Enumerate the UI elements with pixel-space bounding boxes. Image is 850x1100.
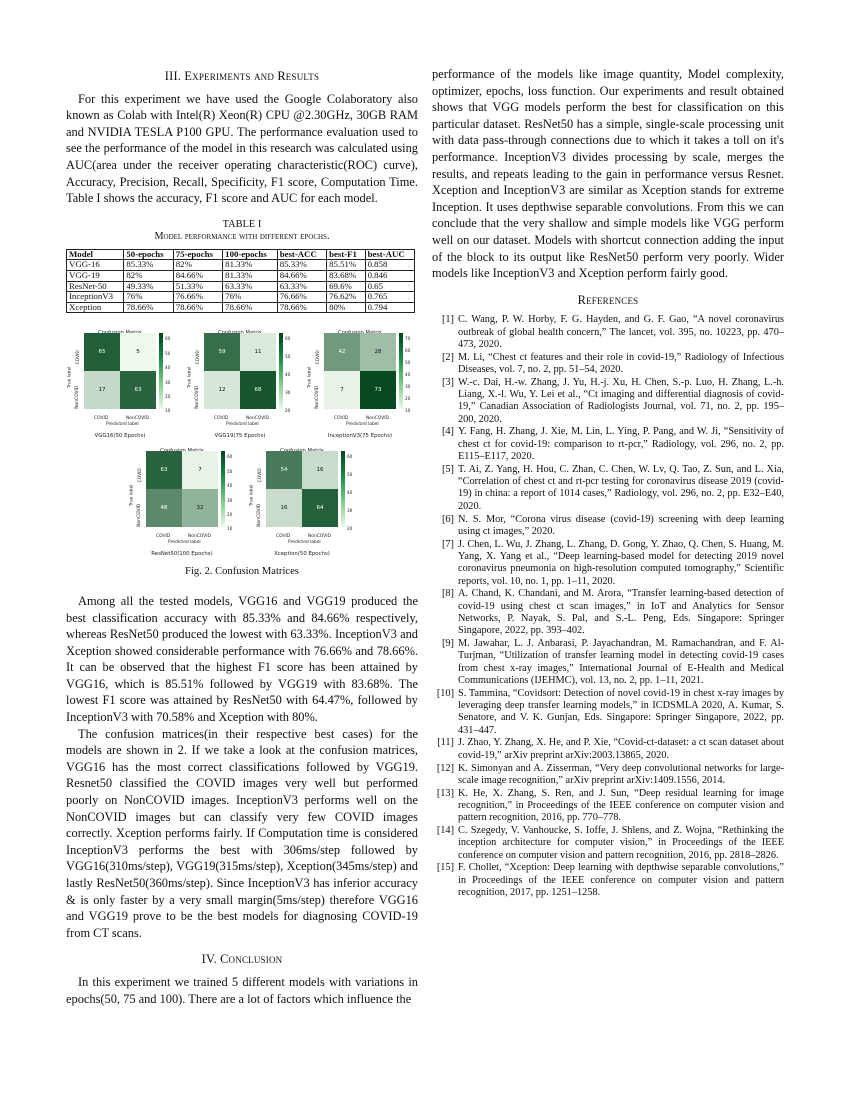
table-cell: 69.6%: [327, 281, 366, 292]
table-cell: 76.66%: [173, 292, 222, 303]
true-label-axis: True label: [129, 484, 135, 507]
predicted-label-axis: Predicted label: [168, 540, 201, 546]
colorbar-tick: 20: [285, 408, 291, 414]
reference-number: [9]: [441, 638, 454, 650]
section-heading-experiments: III. Experiments and Results: [164, 69, 320, 83]
matrix-caption: VGG16(50 Epochs): [94, 433, 146, 440]
paragraph-confusion: The confusion matrices(in their respective best cases) for the models are shown in 2. If we take a look at the confusion matrices, VGG16 has the most correct classifications followed by VGG19. Resnet50 classified the COVID images very well but performed poorly on NonCOVID images. InceptionV3 performs well on the NonCOVID images but can classify very few COVID images correctly. Xception performs fairly. If Computation time is considered InceptionV3 performs the best with 306ms/step followed by VGG16(310ms/step), VGG19(315ms/step), Xception(345ms/step) and lastly ResNet50(360ms/step). Since InceptionV3 has inferior accuracy & is only faster by a very small margin(5ms/step) therefore VGG16 and VGG19 prove to be the best models for diagnosing COVID-19 from CT scans.: [66, 726, 418, 940]
class-label-col: COVID: [156, 534, 171, 540]
paragraph-conclusion-start: In this experiment we trained 5 different models with variations in epochs(50, 75 and 100). There are a lot of factors which influence the: [66, 974, 418, 1006]
left-column: [66, 66, 418, 1007]
colorbar-tick: 30: [405, 384, 411, 390]
table-cell: 76.66%: [277, 292, 326, 303]
reference-text: K. He, X. Zhang, S. Ren, and J. Sun, “Deep residual learning for image recognition,” in Proceedings of the IEEE conference on computer vision and pattern recognition, 2016, pp. 770–778.: [458, 787, 784, 824]
reference-number: [10]: [436, 687, 454, 699]
colorbar-tick: 60: [227, 454, 233, 460]
colorbar-tick: 10: [227, 526, 233, 532]
reference-text: Y. Fang, H. Zhang, J. Xie, M. Lin, L. Ying, P. Pang, and W. Ji, “Sensitivity of chest ct for covid-19: comparison to rt-pcr,” Radiology, vol. 296, no. 2, pp. E115–E117, 2020.: [458, 426, 784, 463]
table-cell: 63.33%: [277, 281, 326, 292]
true-label-axis: True label: [307, 366, 313, 389]
predicted-label-axis: Predicted label: [288, 540, 321, 546]
matrix-caption: VGG19(75 Epochs): [214, 433, 266, 440]
reference-text: K. Simonyan and A. Zisserman, “Very deep convolutional networks for large-scale image recognition,” arXiv preprint arXiv:1409.1556, 2014.: [458, 762, 784, 786]
matrix-cell: 54: [266, 451, 302, 489]
colorbar-tick: 30: [165, 379, 171, 385]
table-header-cell: Model: [67, 249, 124, 260]
reference-number: [2]: [441, 351, 454, 363]
reference-item: [432, 638, 784, 687]
table-cell: 81.33%: [223, 270, 278, 281]
true-label-axis: True label: [187, 366, 193, 389]
colorbar-tick: 40: [347, 490, 353, 496]
class-label-row: COVID: [257, 468, 263, 483]
reference-item: [432, 464, 784, 513]
reference-item: [432, 763, 784, 788]
section-heading-conclusion: IV. Conclusion: [201, 952, 283, 967]
colorbar-tick: 40: [227, 483, 233, 489]
matrix-cell: 5: [120, 333, 156, 371]
class-label-col: NonCOVID: [366, 416, 389, 422]
reference-text: J. Chen, L. Wu, J. Zhang, L. Zhang, D. Gong, Y. Zhao, Q. Chen, S. Huang, M. Yang, X. Yang et al., “Deep learning-based model for detecting 2019 novel coronavirus pneumonia on high-resolution computed tomography,” Scientific reports, vol. 10, no. 1, pp. 1–11, 2020.: [458, 538, 784, 587]
reference-item: [432, 588, 784, 637]
true-label-axis: True label: [249, 484, 255, 507]
paragraph-accuracy: Among all the tested models, VGG16 and VGG19 produced the best classification accuracy with 85.33% and 84.66% respectively, whereas ResNet50 produced the lowest with 63.33%. InceptionV3 and Xception showed considerable performance with 76.66% and 78.66%. It can be observed that the highest F1 score has been attained by VGG16, which is 85.51% followed by VGG19 with 83.68%. The lowest F1 score was attained by ResNet50 with 64.47%, followed by InceptionV3 with 70.58% and Xception with 80%.: [66, 593, 418, 725]
colorbar-tick: 20: [405, 396, 411, 402]
colorbar: [159, 333, 163, 409]
paragraph-setup: For this experiment we have used the Google Colaboratory also known as Colab with Intel(R) Xeon(R) CPU @2.30GHz, 30GB RAM and NVIDIA TESLA P100 GPU. The performance evaluation used to see the performance of the model in this research was calculated using AUC(area under the receiver operating characteristic(ROC) curve), Accuracy, Precision, Recall, Specificity, F1 score, Computation Time. Table I shows the accuracy, F1 score and AUC for each model.: [66, 91, 418, 206]
table-cell: 78.66%: [173, 302, 222, 313]
figure-caption: Fig. 2. Confusion Matrices: [185, 566, 299, 578]
reference-number: [12]: [436, 762, 454, 774]
table-cell: InceptionV3: [67, 292, 124, 303]
confusion-matrix: [248, 443, 358, 563]
matrix-caption: InceptionV3(75 Epochs): [327, 433, 393, 440]
colorbar: [399, 333, 403, 409]
reference-number: [5]: [441, 463, 454, 475]
reference-item: [432, 377, 784, 426]
reference-text: J. Zhao, Y. Zhang, X. He, and P. Xie, “Covid-ct-dataset: a ct scan dataset about covid-19,” arXiv preprint arXiv:2003.13865, 2020.: [458, 737, 784, 761]
reference-text: C. Szegedy, V. Vanhoucke, S. Ioffe, J. Shlens, and Z. Wojna, “Rethinking the inception architecture for computer vision,” in Proceedings of the IEEE conference on computer vision and pattern recognition, 2016, pp. 2818–2826.: [458, 824, 784, 861]
matrix-cell: 48: [146, 489, 182, 527]
reference-text: S. Tammina, “Covidsort: Detection of novel covid-19 in chest x-ray images by leveraging deep transfer learning models,” in ICDSMLA 2020, A. Kumar, S. Senatore, and V. K. Gunjan, Eds. Singapore: Springer Singapore, 2022, pp. 431–447.: [458, 687, 784, 736]
table-cell: 0.765: [365, 292, 414, 303]
table-cell: 63.33%: [223, 281, 278, 292]
reference-number: [4]: [441, 426, 454, 438]
table-cell: ResNet-50: [67, 281, 124, 292]
colorbar-tick: 70: [405, 336, 411, 342]
reference-number: [7]: [441, 538, 454, 550]
table-cell: 83.68%: [327, 270, 366, 281]
table-cell: 0.846: [365, 270, 414, 281]
reference-text: M. Li, “Chest ct features and their role in covid-19,” Radiology of Infectious Diseases, vol. 7, no. 2, pp. 51–54, 2020.: [458, 351, 784, 375]
class-label-col: NonCOVID: [188, 534, 211, 540]
matrix-cell: 16: [302, 451, 338, 489]
colorbar-tick: 30: [347, 508, 353, 514]
reference-text: N. S. Mor, “Corona virus disease (covid-19) screening with deep learning using ct images,” 2020.: [458, 513, 784, 537]
table-header-row: [67, 249, 415, 260]
reference-number: [1]: [441, 314, 454, 326]
references-heading: References: [577, 292, 639, 307]
confusion-matrix: [186, 325, 296, 445]
table-header-cell: 75-epochs: [173, 249, 222, 260]
results-table: [66, 249, 415, 314]
matrix-cell: 11: [240, 333, 276, 371]
table-cell: 78.66%: [223, 302, 278, 313]
table-cell: 76.62%: [327, 292, 366, 303]
colorbar: [221, 451, 225, 527]
table-cell: 76%: [124, 292, 173, 303]
colorbar-tick: 10: [405, 408, 411, 414]
confusion-matrix: [66, 325, 176, 445]
colorbar: [341, 451, 345, 527]
reference-number: [3]: [441, 376, 454, 388]
reference-text: M. Jawahar, L. J. Anbarasi, P. Jayachandran, M. Ramachandran, and F. Al-Turjman, “Utilization of transfer learning model in detecting covid-19 cases from chest x-ray images,” International Journal of E-Health and Medical Communications (IJEHMC), vol. 13, no. 2, pp. 1–11, 2021.: [458, 638, 784, 686]
table-cell: 84.66%: [173, 270, 222, 281]
colorbar-tick: 40: [285, 372, 291, 378]
colorbar-tick: 30: [285, 390, 291, 396]
table-cell: Xception: [67, 302, 124, 313]
table-cell: 0.65: [365, 281, 414, 292]
table-cell: 49.33%: [124, 281, 173, 292]
class-label-col: NonCOVID: [126, 416, 149, 422]
table-caption: Model performance with different epochs.: [154, 230, 330, 242]
reference-text: W.-c. Dai, H.-w. Zhang, J. Yu, H.-j. Xu, H. Chen, S.-p. Luo, H. Zhang, L.-h. Liang, X.-l. Wu, Y. Lei et al., “Ct imaging and differential diagnosis of covid-19,” Canadian Association of Radiologists Journal, vol. 71, no. 2, pp. 195–200, 2020.: [458, 376, 784, 425]
table-cell: 85.33%: [277, 260, 326, 271]
matrix-cell: 64: [302, 489, 338, 527]
class-label-row: COVID: [315, 350, 321, 365]
table-cell: 82%: [124, 270, 173, 281]
true-label-axis: True label: [67, 366, 73, 389]
matrix-cell: 12: [204, 371, 240, 409]
colorbar-tick: 60: [347, 454, 353, 460]
reference-number: [14]: [436, 824, 454, 836]
class-label-row: COVID: [195, 350, 201, 365]
class-label-col: COVID: [214, 416, 229, 422]
class-label-col: NonCOVID: [246, 416, 269, 422]
matrix-cell: 7: [182, 451, 218, 489]
colorbar-tick: 60: [285, 336, 291, 342]
reference-item: [432, 862, 784, 899]
colorbar: [279, 333, 283, 409]
colorbar-tick: 30: [227, 497, 233, 503]
matrix-cell: 28: [360, 333, 396, 371]
table-cell: 85.33%: [124, 260, 173, 271]
table-cell: 78.66%: [124, 302, 173, 313]
colorbar-tick: 40: [165, 365, 171, 371]
reference-item: [432, 788, 784, 825]
right-column: [432, 66, 784, 900]
table-cell: 76%: [223, 292, 278, 303]
colorbar-tick: 50: [405, 360, 411, 366]
table-row: [67, 292, 415, 303]
class-label-row: NonCOVID: [75, 386, 81, 410]
colorbar-tick: 10: [165, 408, 171, 414]
matrix-cell: 68: [240, 371, 276, 409]
table-row: [67, 260, 415, 271]
matrix-cell: 42: [324, 333, 360, 371]
reference-list: [432, 314, 784, 899]
table-header-cell: best-F1: [327, 249, 366, 260]
reference-item: [432, 539, 784, 588]
table-row: [67, 270, 415, 281]
table-header-cell: 100-epochs: [223, 249, 278, 260]
matrix-cell: 63: [146, 451, 182, 489]
colorbar-tick: 60: [165, 336, 171, 342]
reference-text: F. Chollet, “Xception: Deep learning with depthwise separable convolutions,” in Proceedings of the IEEE conference on computer vision and pattern recognition, 2017, pp. 1251–1258.: [458, 862, 784, 898]
class-label-row: COVID: [137, 468, 143, 483]
table-cell: 84.66%: [277, 270, 326, 281]
reference-number: [11]: [437, 737, 454, 749]
colorbar-tick: 50: [285, 354, 291, 360]
matrix-cell: 17: [84, 371, 120, 409]
reference-number: [13]: [436, 787, 454, 799]
reference-item: [432, 737, 784, 762]
confusion-matrix: [306, 325, 416, 445]
table-row: [67, 302, 415, 313]
reference-number: [8]: [441, 588, 454, 600]
colorbar-tick: 50: [165, 350, 171, 356]
table-cell: 78.66%: [277, 302, 326, 313]
paragraph-conclusion-cont: performance of the models like image quantity, Model complexity, optimizer, epochs, loss function. Our experiments and result obtained shows that VGG models perform the best for classification on this particular dataset. ResNet50 has a simple, single-scale processing unit with data pass-through connections due to which it takes a toll on it's performance. InceptionV3 divides processing by scale, merges the results, and repeats leading to the gain in performance versus Resnet. Xception and InceptionV3 are similar as Xception stands for extreme Inception. It uses depthwise separable convolutions. From this we can conclude that the very shallow and simple models like VGG perform well on our dataset. Models with shortcut connection adding the input of the block to its output like ResNet50 perform very poorly. Wider models like InceptionV3 and Xception perform fairly good.: [432, 67, 784, 281]
class-label-row: NonCOVID: [315, 386, 321, 410]
reference-item: [432, 352, 784, 377]
table-cell: VGG-19: [67, 270, 124, 281]
reference-item: [432, 688, 784, 737]
matrix-cell: 16: [266, 489, 302, 527]
table-cell: 0.794: [365, 302, 414, 313]
class-label-row: NonCOVID: [257, 504, 263, 528]
matrix-caption: ResNet50(100 Epochs): [151, 551, 213, 558]
table-header-cell: best-ACC: [277, 249, 326, 260]
reference-item: [432, 825, 784, 862]
reference-number: [6]: [441, 513, 454, 525]
table-cell: 51.33%: [173, 281, 222, 292]
class-label-col: NonCOVID: [308, 534, 331, 540]
colorbar-tick: 60: [405, 348, 411, 354]
matrix-cell: 73: [360, 371, 396, 409]
colorbar-tick: 20: [227, 511, 233, 517]
colorbar-tick: 50: [227, 468, 233, 474]
table-header-cell: best-AUC: [365, 249, 414, 260]
table-header-cell: 50-epochs: [124, 249, 173, 260]
table-cell: 80%: [327, 302, 366, 313]
reference-number: [15]: [436, 862, 454, 874]
colorbar-tick: 20: [165, 393, 171, 399]
table-cell: 82%: [173, 260, 222, 271]
predicted-label-axis: Predicted label: [106, 422, 139, 428]
matrix-cell: 32: [182, 489, 218, 527]
reference-text: C. Wang, P. W. Horby, F. G. Hayden, and G. F. Gao, “A novel coronavirus outbreak of global health concern,” The lancet, vol. 395, no. 10223, pp. 470–473, 2020.: [458, 314, 784, 350]
table-cell: 0.858: [365, 260, 414, 271]
class-label-col: COVID: [276, 534, 291, 540]
matrix-cell: 7: [324, 371, 360, 409]
matrix-cell: 63: [120, 371, 156, 409]
reference-item: [432, 426, 784, 463]
table-cell: 85.51%: [327, 260, 366, 271]
matrix-caption: Xception(50 Epochs): [274, 551, 330, 558]
reference-text: A. Chand, K. Chandani, and M. Arora, “Transfer learning-based detection of covid-19 using chest ct scan images,” in IoT and Analytics for Sensor Networks, P. Nayak, S. Pal, and S.-L. Peng, Eds. Singapore: Springer Singapore, 2022, pp. 393–402.: [458, 588, 784, 637]
predicted-label-axis: Predicted label: [226, 422, 259, 428]
table-cell: 81.33%: [223, 260, 278, 271]
reference-item: [432, 314, 784, 351]
table-row: [67, 281, 415, 292]
class-label-row: COVID: [75, 350, 81, 365]
matrix-cell: 65: [84, 333, 120, 371]
colorbar-tick: 50: [347, 472, 353, 478]
table-cell: VGG-16: [67, 260, 124, 271]
class-label-col: COVID: [94, 416, 109, 422]
colorbar-tick: 40: [405, 372, 411, 378]
predicted-label-axis: Predicted label: [346, 422, 379, 428]
confusion-matrix: [128, 443, 238, 563]
confusion-matrices-figure: [66, 325, 418, 560]
matrix-cell: 59: [204, 333, 240, 371]
table-label: TABLE I: [222, 218, 262, 230]
class-label-row: NonCOVID: [137, 504, 143, 528]
class-label-col: COVID: [334, 416, 349, 422]
colorbar-tick: 20: [347, 526, 353, 532]
class-label-row: NonCOVID: [195, 386, 201, 410]
reference-item: [432, 514, 784, 539]
reference-text: T. Ai, Z. Yang, H. Hou, C. Zhan, C. Chen, W. Lv, Q. Tao, Z. Sun, and L. Xia, “Correlation of chest ct and rt-pcr testing for coronavirus disease 2019 (covid-19) in china: a report of 1014 cases,” Radiology, vol. 296, no. 2, pp. E32–E40, 2020.: [458, 463, 784, 512]
